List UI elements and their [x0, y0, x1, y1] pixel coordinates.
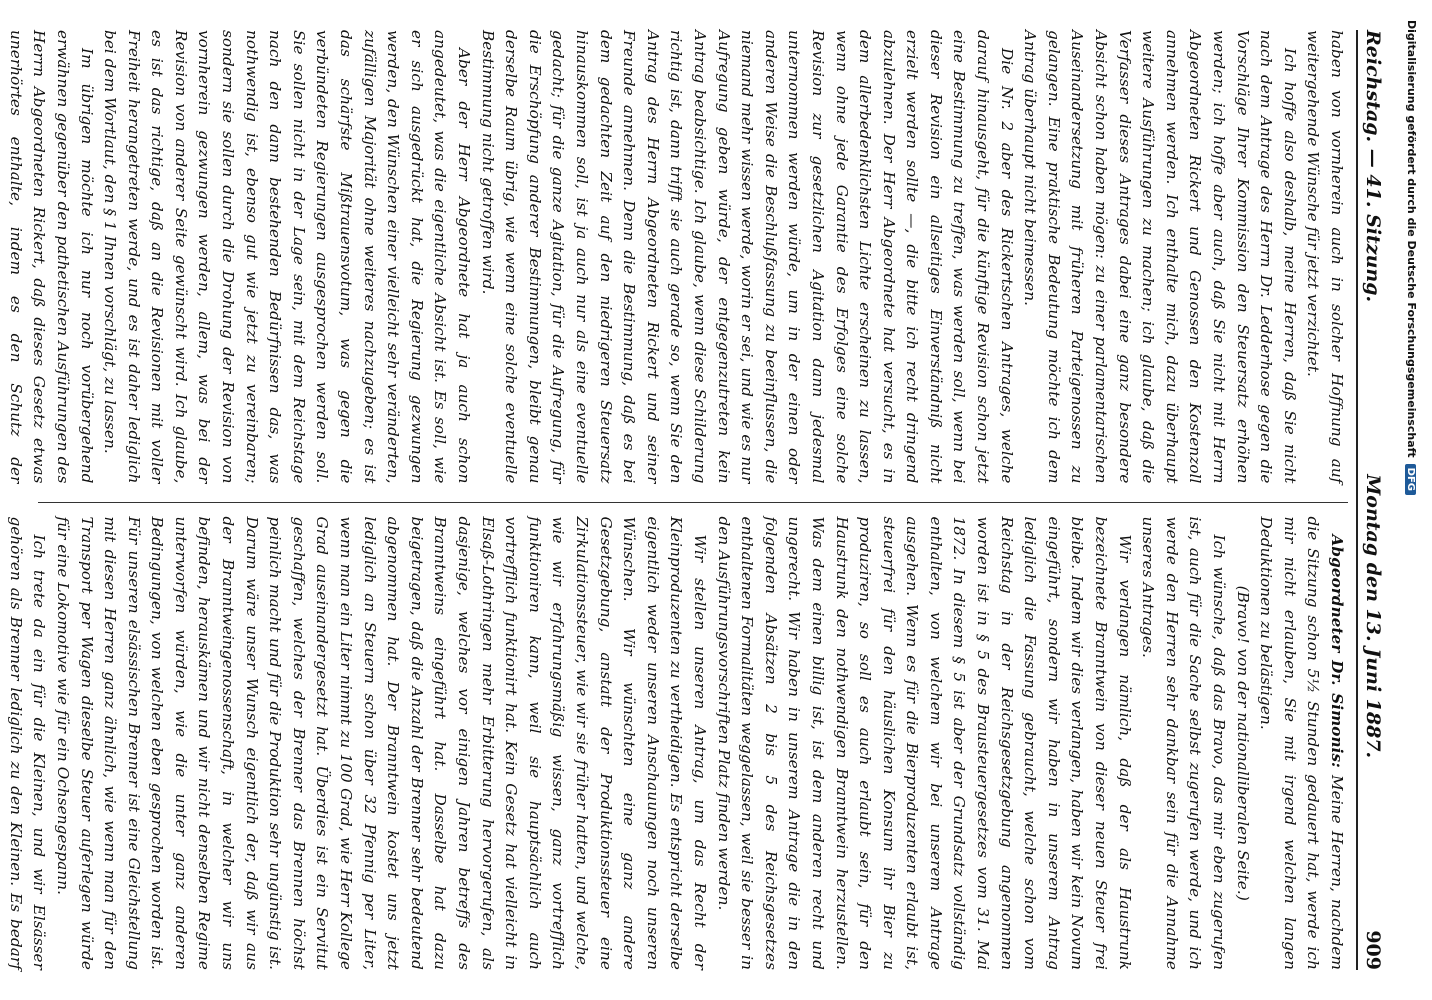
page-inner — [6, 30, 1400, 970]
header-page-number: 909 — [1362, 930, 1384, 970]
left-paragraph: Ich hoffe also deshalb, meine Herren, daß Sie nicht nach dem Antrage des Herrn Dr. Ledderhose gegen die Vorschläge Ihrer Kommission den Steuersatz erhöhen werden; ich hoffe aber auch, daß Sie nicht mit Herrn Abgeordneten Rickert und Genossen den Kostenzoll annehmen werden. Ich enthalte mich, dazu überhaupt weitere Ausführungen zu machen; ich glaube, daß die Verfasser dieses Antrages dabei eine ganz besondere Absicht schon haben mögen: zu einer parlamentarischen Auseinandersetzung mit früheren Parteigenossen zu gelangen. Eine praktische Bedeutung möchte ich dem Antrag überhaupt nicht beimessen. — [1021, 30, 1299, 484]
right-paragraph: Ich trete da ein für die Kleinen, und wir Elsässer gehören als Brenner lediglich zu den Kleinen. Es bedarf — [6, 516, 49, 970]
page-header — [1356, 30, 1400, 970]
right-paragraph: Ich wünsche, daß das Bravo, das mir eben zugerufen ist, auch für die Sache selbst zugerufen werde, und ich werde den Herren sehr dankbar sein für die Annahme unseres Antrages. — [1139, 516, 1229, 970]
right-paragraph: Wir stellen unseren Antrag, um das Recht der Kleinproduzenten zu vertheidigen. Es entspricht derselbe eigentlich weder unseren Anschauungen noch unseren Wünschen. Wir wünschten eine ganz andere Gesetzgebung, anstatt der Produktionssteuer eine Zirkulationssteuer, wie wir sie früher hatten, und welche, wie wir erfahrungsmäßig wissen, ganz vortrefflich funktioniren kann, weil sie hauptsächlich auch vortrefflich funktionirt hat. Kein Gesetz hat vielleicht in Elsaß-Lothringen mehr Erbitterung hervorgerufen, als dasjenige, welches vor einigen Jahren betreffs des Branntweins eingeführt hat. Dasselbe hat dazu beigetragen, daß die Anzahl der Brenner sehr bedeutend abgenommen hat. Der Branntwein kostet uns jetzt lediglich an Steuern schon über 32 Pfennig per Liter, wenn man ein Liter nimmt zu 100 Grad, wie Herr Kollege Grad auseinandergesetzt hat. Überdies ist ein Servitut geschaffen, welches der Brenner das Brennen höchst peinlich macht und für die Produktion sehr ungünstig ist. Darum wäre unser Wunsch eigentlich der, daß wir aus der Branntweingenossenschaft, in welcher wir uns befinden, herauskämen und wir nicht denselben Regime unterworfen würden, wie die unter ganz anderen Bedingungen, von welchen eben gesprochen worden ist. Für unseren elsässischen Brenner ist eine Gleichstellung mit diesen Herren ganz ähnlich, wie wenn man für den Transport per Wagen dieselbe Steuer auferlegen würde für eine Lokomotive wie für ein Ochsengespann. — [53, 516, 709, 970]
rotated-document-page — [6, 30, 1400, 970]
credit-text: Digitalisierung gefördert durch die Deutsche Forschungsgemeinschaft — [1405, 20, 1418, 458]
text-columns — [6, 30, 1348, 970]
left-column — [6, 30, 1348, 484]
speaker-simonis: Abgeordneter Dr. Simonis: — [1328, 534, 1346, 768]
interjection: (Bravo! von der nationalliberalen Seite.) — [1233, 585, 1252, 901]
left-paragraph: Die Nr. 2 aber des Rickertschen Antrages, welche darauf hinausgeht, für die künftige Revision schon jetzt eine Bestimmung zu treffen, was werden soll, wenn bei dieser Revision ein allseitiges Einverständniß nicht erzielt werden sollte —, die bitte ich recht dringend abzulehnen. Der Herr Abgeordnete hat versucht, es in dem allerbedenklichsten Lichte erscheinen zu lassen, wenn ohne jede Garantie des Erfolges eine solche Revision zur gesetzlichen Agitation dann jedesmal unternommen werden würde, um in der einen oder anderen Weise die Beschlußfassung zu beeinflussen, die niemand mehr wissen werde, worin er sei, und wie es nur Aufregung geben würde, der entgegenzutreten kein Antrag beabsichtige. Ich glaube, wenn diese Schilderung richtig ist, dann trifft sie auch gerade so, wenn Sie den Antrag des Herrn Abgeordneten Rickert und seiner Freunde annehmen. Denn die Bestimmung, daß es bei dem gedachten Zeit auf den niedrigeren Steuersatz hinauskommen soll, ist ja auch nur als eine eventuelle gedacht; für die ganze Agitation, für die Aufregung, für die Erschöpfung anderer Bestimmungen, bleibt genau derselbe Raum übrig, wie wenn eine solche eventuelle Bestimmung nicht getroffen wird. — [478, 30, 1016, 484]
right-paragraph: Wir verlangen nämlich, daß der als Haustrunk bezeichnete Branntwein von dieser neuen Steuer frei bleibe. Indem wir dies verlangen, haben wir kein Novum eingeführt, sondern wir haben in unserem Antrag lediglich die Fassung gebraucht, welche schon vom Reichstag in der Reichsgesetzgebung angenommen worden ist in § 5 des Brausteuergesetzes vom 31. Mai 1872. In diesem § 5 ist aber der Grundsatz vollständig enthalten, von welchem wir bei unserem Antrage ausgehen. Wenn es für die Bierproduzenten erlaubt ist, steuerfrei für den häuslichen Konsum ihr Bier zu produziren, so soll es auch erlaubt sein, für den Haustrunk den nothwendigen Branntwein herzustellen. Was dem einen billig ist, ist dem anderen recht und ungerecht. Wir haben in unserem Antrage die in den folgenden Absätzen 2 bis 5 des Reichsgesetzes enthaltenen Formalitäten weggelassen, weil sie besser in den Ausführungsvorschriften Platz finden werden. — [714, 516, 1134, 970]
left-paragraph: Im übrigen möchte ich nur noch vorübergehend erwähnen gegenüber den pathetischen Ausführungen des Herrn Abgeordneten Rickert, daß dieses Gesetz etwas unerhörtes enthalte, indem es den Schutz der — [6, 30, 96, 484]
digitization-credit — [1405, 20, 1418, 980]
right-paragraph: Meine Herren, nachdem die Sitzung schon 5½ Stunden gedauert hat, werde ich mir nicht erlauben, Sie mit irgend welchen langen Deduktionen zu belästigen. — [1257, 516, 1346, 970]
right-column — [6, 502, 1348, 971]
dfg-logo: DFG — [1405, 464, 1416, 495]
left-paragraph: Aber der Herr Abgeordnete hat ja auch schon angedeutet, was die eigentliche Absicht ist. Es soll, wie er sich ausgedrückt hat, die Regierung gezwungen werden, den Wünschen einer vielleicht sehr veränderten, zufälligen Majorität ohne weiteres nachzugeben; es ist das schärfste Mißtrauensvotum, was gegen die verbündeten Regierungen ausgesprochen werden soll. Sie sollen nicht in der Lage sein, mit dem Reichstage nach den dann bestehenden Bedürfnissen das, was nothwendig ist, ebenso gut wie jetzt zu vereinbaren; sondern sie sollen durch die Drohung der Revision von vornherein gezwungen werden, allem, was bei der Revision von anderer Seite gewünscht wird. Ich glaube, es ist das richtige, daß an die Revisionen mit voller Freiheit herangetreten werde, und es ist daher lediglich bei dem Wortlaut, den § 1 Ihnen vorschlägt, zu lassen. — [101, 30, 474, 484]
speaker-opening — [1254, 517, 1348, 971]
header-date: Montag den 13. Juni 1887. — [1362, 474, 1384, 759]
header-session: Reichstag. — 41. Sitzung. — [1362, 30, 1384, 303]
left-paragraph: haben von vornherein auch in solcher Hoffnung auf weitergehende Wünsche für jetzt verzichtet. — [1304, 30, 1346, 484]
